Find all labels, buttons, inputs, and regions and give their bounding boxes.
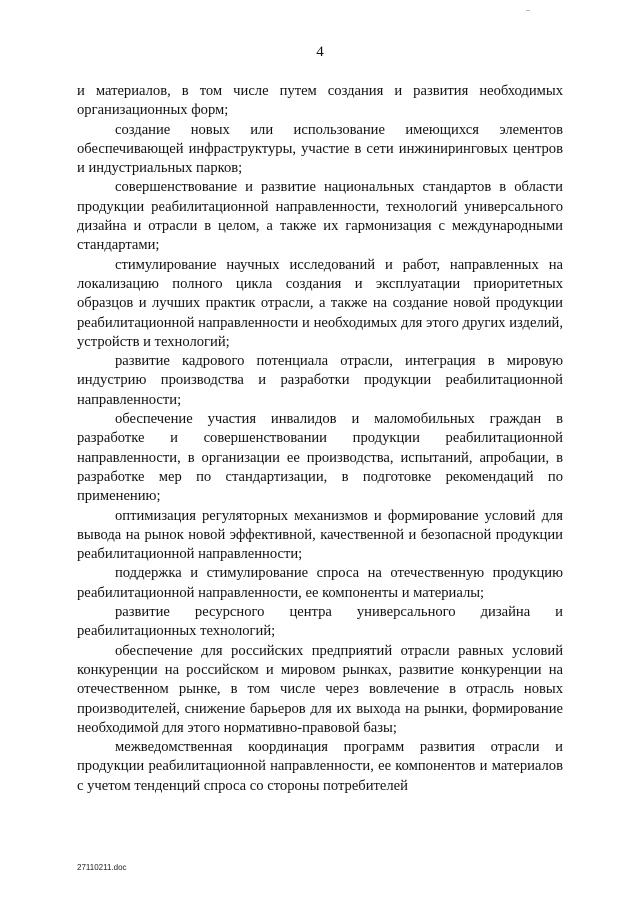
paragraph: обеспечение для российских предприятий отрасли равных условий конкуренции на российском и мировом рынках, развитие конкуренции на отечественном рынке, в том числе через вовлечение в отрасль новых производителей, снижение барьеров для их выхода на рынки, формирование необходимой для этого нормативно-правовой базы; [77, 642, 563, 736]
paragraph: совершенствование и развитие национальных стандартов в области продукции реабилитационной направленности, технологий универсального дизайна и отрасли в целом, а также их гармонизация с международными стандартами; [77, 179, 563, 254]
paragraph: стимулирование научных исследований и работ, направленных на локализацию полного цикла создания и эксплуатации приоритетных образцов и лучших практик отрасли, а также на создание новой продукции реабилитационной направленности и необходимых для этого других изделий, устройств и технологий; [77, 256, 563, 350]
paragraph: и материалов, в том числе путем создания и развития необходимых организационных форм; [77, 83, 563, 119]
paragraph: развитие ресурсного центра универсального дизайна и реабилитационных технологий; [77, 604, 563, 640]
footer-doc-code: 27110211.doc [77, 863, 127, 872]
paragraph: создание новых или использование имеющихся элементов обеспечивающей инфраструктуры, участие в сети инжиниринговых центров и индустриальных парков; [77, 121, 563, 177]
paragraph: развитие кадрового потенциала отрасли, интеграция в мировую индустрию производства и разработки продукции реабилитационной направленности; [77, 353, 563, 408]
paragraph: обеспечение участия инвалидов и маломобильных граждан в разработке и совершенствовании продукции реабилитационной направленности, в организации ее производства, испытаний, апробации, в разработке мер по стандартизации, в подготовке рекомендаций по применению; [77, 411, 563, 505]
paragraph: оптимизация регуляторных механизмов и формирование условий для вывода на рынок новой эффективной, качественной и безопасной продукции реабилитационной направленности; [77, 507, 563, 563]
scan-mark [526, 10, 530, 11]
paragraph: межведомственная координация программ развития отрасли и продукции реабилитационной направленности, ее компонентов и материалов с учетом тенденций спроса со стороны потребителей [77, 739, 563, 794]
paragraph: поддержка и стимулирование спроса на отечественную продукцию реабилитационной направленности, ее компоненты и материалы; [77, 565, 563, 601]
document-body [77, 82, 563, 796]
page-number: 4 [316, 44, 324, 60]
